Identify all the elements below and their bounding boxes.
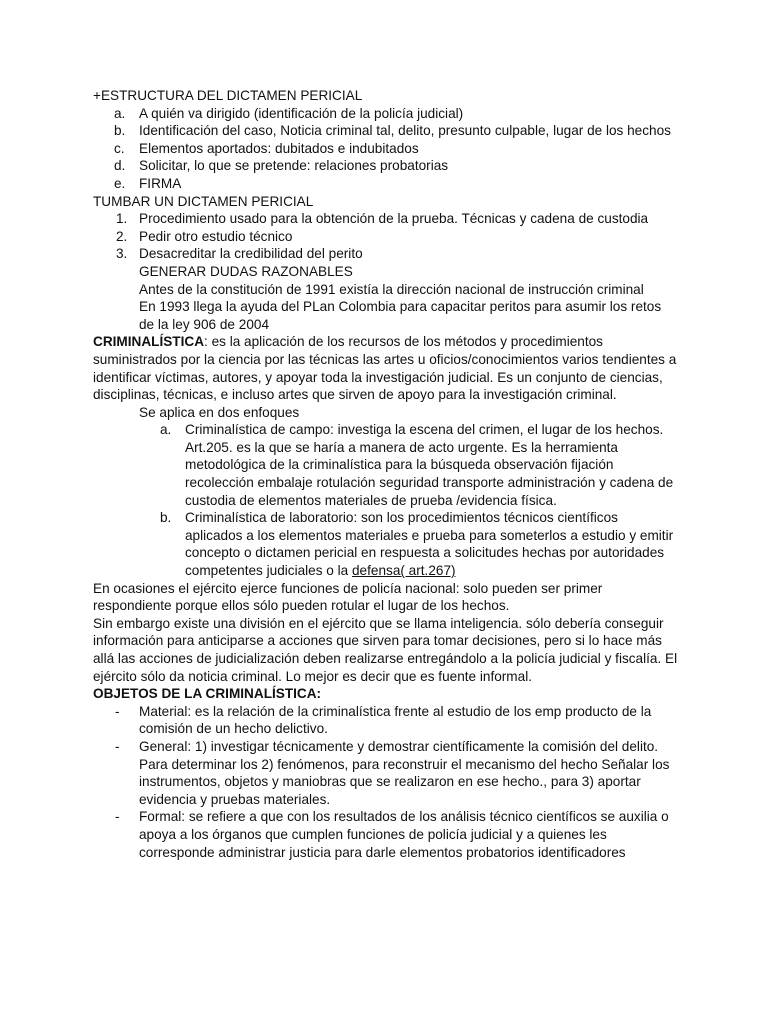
list-item [114, 157, 679, 175]
list-item-text: Criminalística de laboratorio: son los procedimientos técnicos científicos aplicados a los elementos materiales e prueba para someterlos a estudio y emitir concepto o dictamen pericial en respuesta a solicitudes hechas por autoridades competentes judiciales o la [185, 510, 674, 579]
list-item [114, 122, 679, 140]
list-marker: a. [114, 105, 126, 121]
list-item [160, 509, 675, 579]
list-item-text: Identificación del caso, Noticia criminal tal, delito, presunto culpable, lugar de los hechos [139, 123, 671, 139]
paragraph-criminalistica [93, 333, 678, 403]
paragraph-ejercito: En ocasiones el ejército ejerce funciones de policía nacional: solo pueden ser primer respondiente porque ellos sólo pueden rotular el lugar de los hechos. [93, 580, 603, 614]
list-item-text: Formal: se refiere a que con los resultados de los análisis técnico científicos se auxilia o apoya a los órganos que cumplen funciones de policía judicial y a quienes les corresponde administrar justicia para darle elementos probatorios identificadores [139, 809, 669, 860]
definition-criminalistica: : es la aplicación de los recursos de los métodos y procedimientos suministrados por la ciencia por las técnicas las artes u oficios/conocimientos varios tendientes a identificar víctimas, autores, y apoyar toda la investigación judicial. Es un conjunto de ciencias, disciplinas, técnicas, e incluso artes que sirven de apoyo para la investigación criminal. [93, 334, 677, 403]
term-criminalistica: CRIMINALÍSTICA [93, 334, 205, 350]
heading-tumbar: TUMBAR UN DICTAMEN PERICIAL [93, 193, 314, 209]
list-item [116, 228, 679, 246]
list-item-text: Elementos aportados: dubitados e indubitados [139, 140, 419, 156]
list-item-text: General: 1) investigar técnicamente y demostrar científicamente la comisión del delito. Para determinar los 2) fenómenos, para reconstruir el mecanismo del hecho Señalar los instrumentos, objetos y maniobras que se realizaron en ese hecho., para 3) aportar evidencia y pruebas materiales. [139, 738, 670, 807]
document-body [0, 87, 768, 861]
list-item-text: Desacreditar la credibilidad del perito [139, 246, 363, 262]
list-item-text: Criminalística de campo: investiga la escena del crimen, el lugar de los hechos. Art.205. es la que se haría a manera de acto urgente. Es la herramienta metodológica de la criminalística para la búsqueda observación fijación recolección embalaje rotulación seguridad transporte administración y cadena de custodia de elementos materiales de prueba /evidencia física. [185, 422, 674, 508]
list-item [115, 703, 679, 738]
list-marker: - [115, 703, 120, 719]
paragraph-enfoques: Se aplica en dos enfoques [139, 404, 300, 420]
list-item-text: FIRMA [139, 175, 182, 191]
paragraph-inteligencia: Sin embargo existe una división en el ejército que se llama inteligencia. sólo debería conseguir información para anticiparse a acciones que sirven para tomar decisiones, pero si lo hace más allá las acciones de judicialización deben realizarse entregándolo a la policía judicial y fiscalía. El ejército sólo da noticia criminal. Lo mejor es decir que es fuente informal. [93, 615, 678, 684]
list-item-text: A quién va dirigido (identificación de la policía judicial) [139, 105, 464, 121]
paragraph-antes-1991: Antes de la constitución de 1991 existía la dirección nacional de instrucción criminal [139, 281, 644, 297]
list-item [115, 808, 679, 861]
list-marker: b. [160, 510, 172, 526]
list-item-text: Pedir otro estudio técnico [139, 228, 293, 244]
paragraph-en-1993: En 1993 llega la ayuda del PLan Colombia para capacitar peritos para asumir los retos de la ley 906 de 2004 [139, 299, 662, 332]
list-marker: 3. [116, 246, 128, 262]
list-marker: 2. [116, 228, 128, 244]
list-marker: - [115, 809, 120, 825]
list-item [115, 738, 679, 808]
list-item [160, 421, 675, 509]
heading-objetos: OBJETOS DE LA CRIMINALÍSTICA: [93, 686, 322, 702]
list-item [114, 105, 679, 123]
list-item [114, 175, 679, 193]
list-item-text: Solicitar, lo que se pretende: relaciones probatorias [139, 158, 449, 174]
list-marker: d. [114, 158, 126, 174]
heading-estructura: +ESTRUCTURA DEL DICTAMEN PERICIAL [93, 88, 363, 103]
link-defensa[interactable]: defensa( art.267) [352, 563, 456, 579]
list-item [114, 140, 679, 158]
dudas-razonables: GENERAR DUDAS RAZONABLES [139, 263, 353, 279]
list-marker: c. [114, 140, 125, 156]
list-marker: e. [114, 175, 126, 191]
list-item-text: Material: es la relación de la criminalística frente al estudio de los emp producto de la comisión de un hecho delictivo. [139, 703, 652, 737]
list-marker: - [115, 738, 120, 754]
list-marker: 1. [116, 211, 128, 227]
list-marker: b. [114, 123, 126, 139]
list-marker: a. [160, 422, 172, 438]
list-item [116, 210, 679, 228]
list-item-text: Procedimiento usado para la obtención de la prueba. Técnicas y cadena de custodia [139, 211, 649, 227]
list-item [116, 245, 679, 263]
